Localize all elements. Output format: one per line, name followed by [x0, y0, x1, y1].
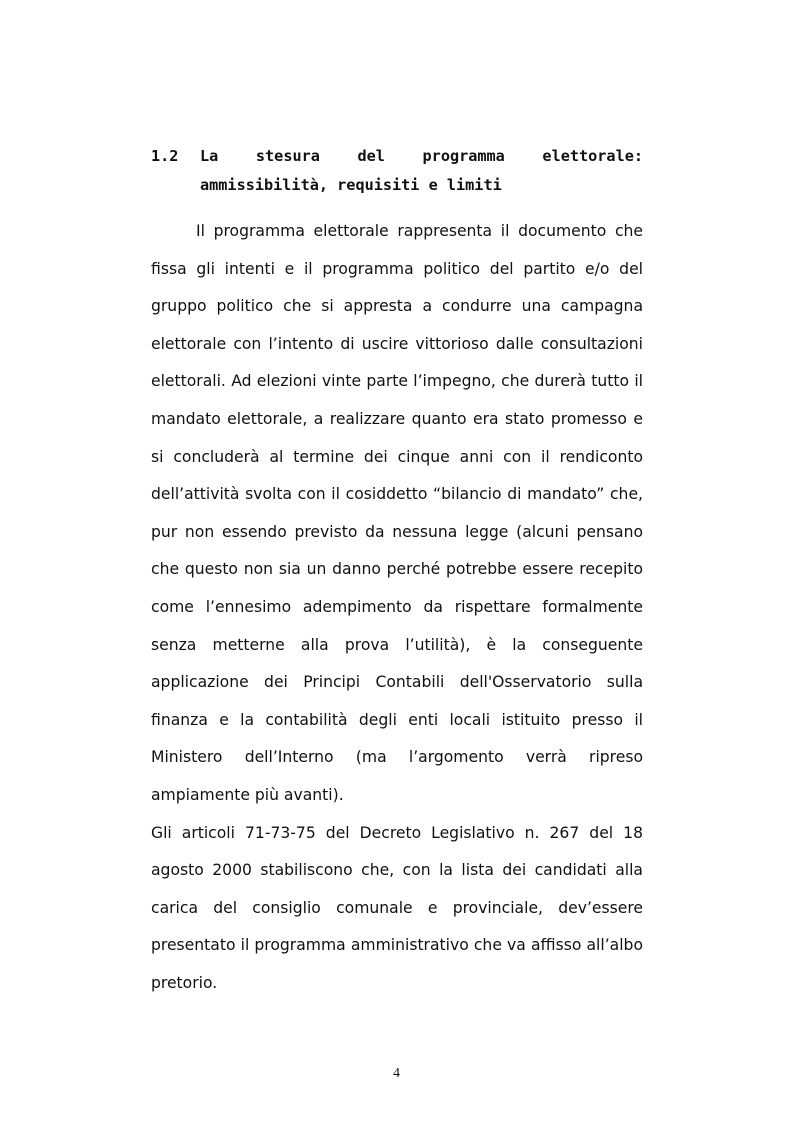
paragraph-1: Il programma elettorale rappresenta il documento che fissa gli intenti e il programma politico del partito e/o del gruppo politico che si appresta a condurre una campagna elettorale con l’intento di uscire vittorioso dalle consultazioni elettorali. Ad elezioni vinte parte l’impegno, che durerà tutto il mandato elettorale, a realizzare quanto era stato promesso e si concluderà al termine dei cinque anni con il rendiconto dell’attività svolta con il cosiddetto “bilancio di mandato” che, pur non essendo previsto da nessuna legge (alcuni pensano che questo non sia un danno perché potrebbe essere recepito come l’ennesimo adempimento da rispettare formalmente senza metterne alla prova l’utilità), è la conseguente applicazione dei Principi Contabili dell'Osservatorio sulla finanza e la contabilità degli enti locali istituito presso il Ministero dell’Interno (ma l’argomento verrà ripreso ampiamente più avanti).: [151, 222, 643, 804]
page-number: 4: [393, 1066, 400, 1081]
paragraph-2: Gli articoli 71-73-75 del Decreto Legislativo n. 267 del 18 agosto 2000 stabiliscono che, con la lista dei candidati alla carica del consiglio comunale e provinciale, dev’essere presentato il programma amministrativo che va affisso all’albo pretorio.: [151, 823, 643, 992]
section-heading: [151, 142, 643, 200]
section-title: La stesura del programma elettorale: ammissibilità, requisiti e limiti: [200, 147, 643, 194]
section-number: 1.2: [151, 147, 179, 165]
body-text: [151, 213, 643, 1002]
